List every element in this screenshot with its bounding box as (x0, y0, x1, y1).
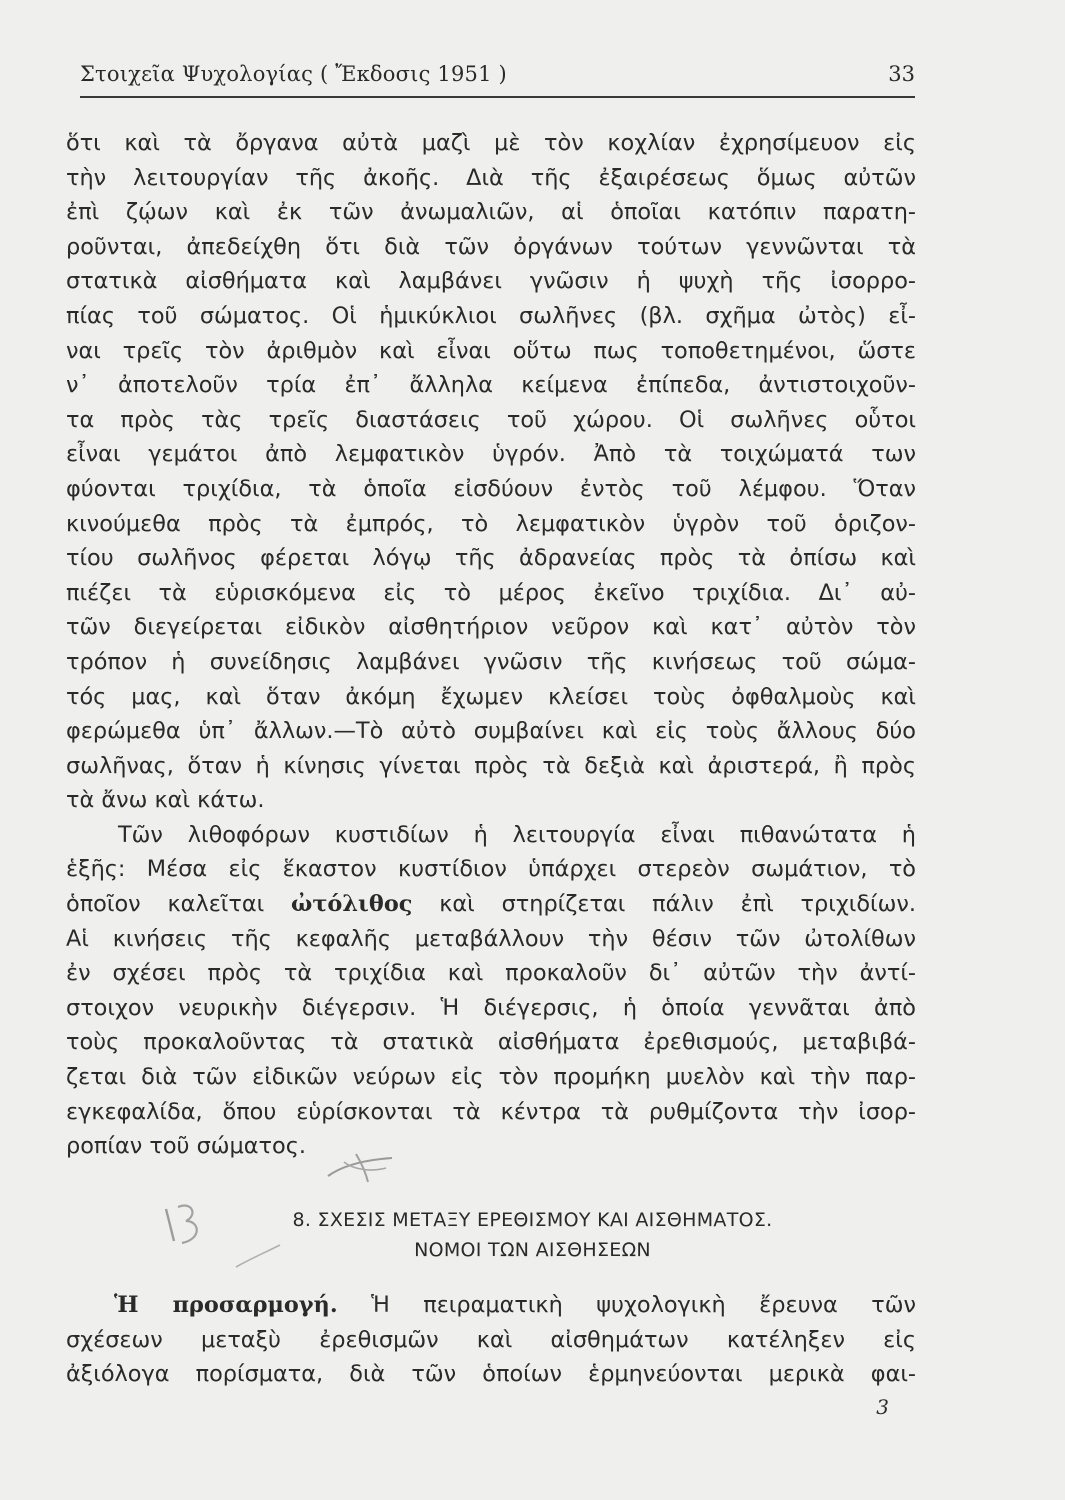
running-header (80, 60, 915, 98)
text-fragment: Ἡ πειραματικὴ ψυχολογικὴ ἔρευνα τῶν (337, 1292, 916, 1318)
header-title: Στοιχεῖα Ψυχολογίας ( Ἔκδοσις 1951 ) (80, 62, 507, 86)
signature-mark: 3 (876, 1395, 889, 1419)
page-number: 33 (888, 62, 915, 86)
text-line: τα πρὸς τὰς τρεῖς διαστάσεις τοῦ χώρου. Οἱ σωλῆνες οὗτοι (66, 406, 916, 433)
text-line: φύονται τριχίδια, τὰ ὁποῖα εἰσδύουν ἐντὸς τοῦ λέμφου. Ὅταν (66, 475, 916, 502)
text-line: ναι τρεῖς τὸν ἀριθμὸν καὶ εἶναι οὕτω πως τοποθετημένοι, ὥστε (66, 337, 916, 364)
text-line: φερώμεθα ὑπ᾿ ἄλλων.—Τὸ αὐτὸ συμβαίνει καὶ εἰς τοὺς ἄλλους δύο (66, 718, 916, 745)
text-line (66, 887, 916, 922)
term-otolith: ὠτόλιθος (291, 891, 413, 918)
text-line: στοιχον νευρικὴν διέγερσιν. Ἡ διέγερσις, ἡ ὁποία γεννᾶται ἀπὸ (66, 994, 916, 1021)
text-line: σχέσεων μεταξὺ ἐρεθισμῶν καὶ αἰσθημάτων κατέληξεν εἰς (66, 1326, 916, 1353)
text-line: ὅτι καὶ τὰ ὄργανα αὐτὰ μαζὶ μὲ τὸν κοχλίαν ἐχρησίμευον εἰς (66, 130, 916, 156)
text-line: Τῶν λιθοφόρων κυστιδίων ἡ λειτουργία εἶναι πιθανώτατα ἡ (118, 821, 916, 848)
text-line: σωλῆνας, ὅταν ἡ κίνησις γίνεται πρὸς τὰ δεξιὰ καὶ ἀριστερά, ἢ πρὸς (66, 752, 916, 779)
text-line: τός μας, καὶ ὅταν ἀκόμη ἔχωμεν κλείσει τοὺς ὀφθαλμοὺς καὶ (66, 683, 916, 710)
text-line: Αἱ κινήσεις τῆς κεφαλῆς μεταβάλλουν τὴν θέσιν τῶν ὠτολίθων (66, 925, 916, 952)
text-line: κινούμεθα πρὸς τὰ ἐμπρός, τὸ λεμφατικὸν ὑγρὸν τοῦ ὁριζον- (66, 510, 916, 537)
text-line: ροπίαν τοῦ σώματος. (66, 1133, 306, 1160)
text-line: εἶναι γεμάτοι ἀπὸ λεμφατικὸν ὑγρόν. Ἀπὸ τὰ τοιχώματά των (66, 441, 916, 468)
text-line: τοὺς προκαλοῦντας τὰ στατικὰ αἰσθήματα ἐρεθισμούς, μεταβιβά- (66, 1029, 916, 1056)
text-line: ροῦνται, ἀπεδείχθη ὅτι διὰ τῶν ὀργάνων τούτων γεννῶνται τὰ (66, 233, 916, 260)
text-fragment: ὁποῖον καλεῖται (66, 891, 292, 918)
text-line: ζεται διὰ τῶν εἰδικῶν νεύρων εἰς τὸν προμήκη μυελὸν καὶ τὴν παρ- (66, 1064, 916, 1091)
term-adaptation: Ἡ προσαρμογή. (114, 1292, 338, 1318)
text-line: στατικὰ αἰσθήματα καὶ λαμβάνει γνῶσιν ἡ ψυχὴ τῆς ἰσορρο- (66, 268, 916, 295)
text-line: τίου σωλῆνος φέρεται λόγῳ τῆς ἀδρανείας πρὸς τὰ ὀπίσω καὶ (66, 545, 916, 572)
text-line: τρόπον ἡ συνείδησις λαμβάνει γνῶσιν τῆς κινήσεως τοῦ σώμα- (66, 648, 916, 675)
text-line: τῶν διεγείρεται εἰδικὸν αἰσθητήριον νεῦρον καὶ κατ᾿ αὐτὸν τὸν (66, 614, 916, 641)
text-line: ἑξῆς: Μέσα εἰς ἕκαστον κυστίδιον ὑπάρχει στερεὸν σωμάτιον, τὸ (66, 856, 916, 883)
text-line: ἐν σχέσει πρὸς τὰ τριχίδια καὶ προκαλοῦν δι᾿ αὐτῶν τὴν ἀντί- (66, 960, 916, 987)
paragraph-otoliths (66, 818, 916, 1164)
text-line: πιέζει τὰ εὑρισκόμενα εἰς τὸ μέρος ἐκεῖνο τριχίδια. Δι᾿ αὐ- (66, 579, 916, 606)
section-subtitle: ΝΟΜΟΙ ΤΩΝ ΑΙΣΘΗΣΕΩΝ (414, 1239, 651, 1261)
text-fragment: καὶ στηρίζεται πάλιν ἐπὶ τριχιδίων. (412, 891, 916, 918)
section-heading (0, 1205, 1065, 1265)
main-text (66, 126, 916, 1164)
text-line (66, 1288, 916, 1323)
section-title: 8. ΣΧΕΣΙΣ ΜΕΤΑΞΥ ΕΡΕΘΙΣΜΟΥ ΚΑΙ ΑΙΣΘΗΜΑΤΟΣ. (292, 1209, 773, 1231)
text-line: τὴν λειτουργίαν τῆς ἀκοῆς. Διὰ τῆς ἐξαιρέσεως ὅμως αὐτῶν (66, 164, 916, 191)
paragraph-vestibular (66, 126, 916, 818)
text-line: πίας τοῦ σώματος. Οἱ ἡμικύκλιοι σωλῆνες (βλ. σχῆμα ὠτὸς) εἶ- (66, 302, 916, 329)
text-line: ν᾿ ἀποτελοῦν τρία ἐπ᾿ ἄλληλα κείμενα ἐπίπεδα, ἀντιστοιχοῦν- (66, 372, 916, 399)
text-line: εγκεφαλίδα, ὅπου εὑρίσκονται τὰ κέντρα τὰ ρυθμίζοντα τὴν ἰσορ- (66, 1098, 916, 1125)
text-line: ἐπὶ ζῴων καὶ ἐκ τῶν ἀνωμαλιῶν, αἱ ὁποῖαι κατόπιν παρατη- (66, 199, 916, 226)
text-line: τὰ ἄνω καὶ κάτω. (66, 787, 265, 814)
text-line: ἀξιόλογα πορίσματα, διὰ τῶν ὁποίων ἑρμηνεύονται μερικὰ φαι- (66, 1361, 916, 1388)
paragraph-adaptation (66, 1288, 916, 1392)
